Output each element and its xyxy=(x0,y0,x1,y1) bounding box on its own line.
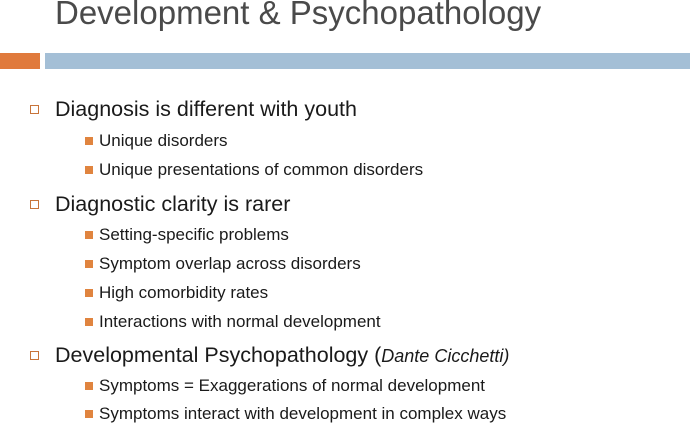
filled-square-bullet-icon xyxy=(85,260,93,268)
sub-bullet-text: Symptom overlap across disorders xyxy=(99,254,361,273)
sub-bullet-setting-specific xyxy=(85,223,289,247)
sub-bullet-interactions xyxy=(85,310,381,334)
sub-bullet-text: Symptoms interact with development in complex ways xyxy=(99,404,507,423)
hollow-square-bullet-icon xyxy=(30,105,39,114)
bullet-developmental-psychopathology xyxy=(30,341,509,369)
sub-bullet-text: Setting-specific problems xyxy=(99,225,289,244)
filled-square-bullet-icon xyxy=(85,318,93,326)
bullet-text: Diagnostic clarity is rarer xyxy=(55,191,291,216)
bullet-main-text: Developmental Psychopathology ( xyxy=(55,342,382,367)
filled-square-bullet-icon xyxy=(85,166,93,174)
bullet-text: Diagnosis is different with youth xyxy=(55,96,357,121)
hollow-square-bullet-icon xyxy=(30,200,39,209)
filled-square-bullet-icon xyxy=(85,231,93,239)
sub-bullet-text: High comorbidity rates xyxy=(99,283,269,302)
filled-square-bullet-icon xyxy=(85,382,93,390)
hollow-square-bullet-icon xyxy=(30,351,39,360)
sub-bullet-unique-presentations xyxy=(85,158,423,182)
bullet-diagnosis xyxy=(30,95,357,123)
sub-bullet-text: Symptoms = Exaggerations of normal development xyxy=(99,376,486,395)
sub-bullet-unique-disorders xyxy=(85,129,228,153)
sub-bullet-complex-ways xyxy=(85,402,506,426)
filled-square-bullet-icon xyxy=(85,289,93,297)
sub-bullet-exaggerations xyxy=(85,374,485,398)
bullet-diagnostic-clarity xyxy=(30,190,290,218)
bullet-text xyxy=(55,343,509,368)
filled-square-bullet-icon xyxy=(85,137,93,145)
filled-square-bullet-icon xyxy=(85,410,93,418)
sub-bullet-text: Unique presentations of common disorders xyxy=(99,160,424,179)
sub-bullet-text: Unique disorders xyxy=(99,131,228,150)
sub-bullet-text: Interactions with normal development xyxy=(99,312,381,331)
sub-bullet-comorbidity xyxy=(85,281,268,305)
bullet-citation: Dante Cicchetti) xyxy=(381,345,510,366)
sub-bullet-symptom-overlap xyxy=(85,252,361,276)
slide-title: Development & Psychopathology xyxy=(55,0,542,31)
